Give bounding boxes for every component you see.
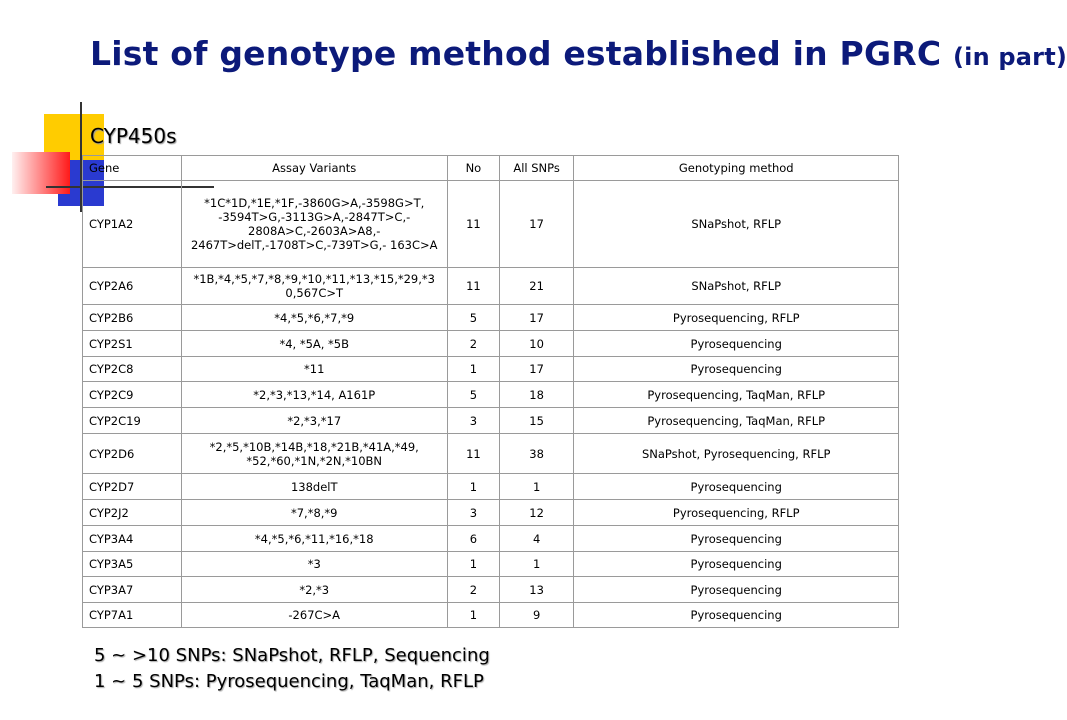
cell-all-snps: 10 — [499, 331, 574, 357]
cell-genotyping-method: Pyrosequencing — [574, 357, 899, 382]
cell-assay-variants: *2,*3,*17 — [181, 408, 447, 434]
footer-note-2: 1 ~ 5 SNPs: Pyrosequencing, TaqMan, RFLP — [94, 671, 484, 692]
cell-genotyping-method: SNaPshot, RFLP — [574, 181, 899, 268]
cell-all-snps: 1 — [499, 474, 574, 500]
section-subtitle: CYP450s — [90, 124, 177, 148]
cell-all-snps: 17 — [499, 305, 574, 331]
cell-assay-variants: *3 — [181, 552, 447, 577]
cell-gene: CYP2C8 — [83, 357, 182, 382]
cell-all-snps: 4 — [499, 526, 574, 552]
table-body — [83, 181, 899, 628]
cell-all-snps: 17 — [499, 181, 574, 268]
cell-gene: CYP2D6 — [83, 434, 182, 474]
header-all-snps: All SNPs — [499, 156, 574, 181]
cell-no: 11 — [447, 181, 499, 268]
cell-gene: CYP2C19 — [83, 408, 182, 434]
table-row — [83, 181, 899, 268]
table-row — [83, 552, 899, 577]
cell-assay-variants: -267C>A — [181, 603, 447, 628]
table-header-row — [83, 156, 899, 181]
table-row — [83, 305, 899, 331]
table-row — [83, 382, 899, 408]
cell-no: 3 — [447, 500, 499, 526]
cell-no: 1 — [447, 357, 499, 382]
table-row — [83, 408, 899, 434]
cell-gene: CYP3A4 — [83, 526, 182, 552]
cell-assay-variants: *2,*3 — [181, 577, 447, 603]
cell-no: 5 — [447, 305, 499, 331]
cell-gene: CYP2D7 — [83, 474, 182, 500]
table-row — [83, 474, 899, 500]
cell-genotyping-method: Pyrosequencing, RFLP — [574, 305, 899, 331]
cell-all-snps: 15 — [499, 408, 574, 434]
cell-gene: CYP2A6 — [83, 268, 182, 305]
cell-genotyping-method: Pyrosequencing, TaqMan, RFLP — [574, 408, 899, 434]
cell-genotyping-method: Pyrosequencing — [574, 603, 899, 628]
cell-genotyping-method: SNaPshot, RFLP — [574, 268, 899, 305]
table-row — [83, 268, 899, 305]
page-title — [90, 34, 1067, 73]
footer-note-1: 5 ~ >10 SNPs: SNaPshot, RFLP, Sequencing — [94, 645, 490, 666]
cell-all-snps: 21 — [499, 268, 574, 305]
cell-no: 1 — [447, 474, 499, 500]
cell-gene: CYP7A1 — [83, 603, 182, 628]
cell-assay-variants: *2,*5,*10B,*14B,*18,*21B,*41A,*49, *52,*60,*1N,*2N,*10BN — [181, 434, 447, 474]
cell-gene: CYP3A5 — [83, 552, 182, 577]
cell-no: 6 — [447, 526, 499, 552]
cell-assay-variants: *4,*5,*6,*7,*9 — [181, 305, 447, 331]
cell-gene: CYP1A2 — [83, 181, 182, 268]
cell-assay-variants: *2,*3,*13,*14, A161P — [181, 382, 447, 408]
table-row — [83, 331, 899, 357]
cell-gene: CYP2C9 — [83, 382, 182, 408]
header-genotyping-method: Genotyping method — [574, 156, 899, 181]
cell-genotyping-method: SNaPshot, Pyrosequencing, RFLP — [574, 434, 899, 474]
cell-all-snps: 12 — [499, 500, 574, 526]
cell-all-snps: 17 — [499, 357, 574, 382]
cell-no: 1 — [447, 552, 499, 577]
cell-genotyping-method: Pyrosequencing — [574, 552, 899, 577]
cell-no: 2 — [447, 577, 499, 603]
cell-all-snps: 13 — [499, 577, 574, 603]
header-gene: Gene — [83, 156, 182, 181]
cell-assay-variants: *1B,*4,*5,*7,*8,*9,*10,*11,*13,*15,*29,*3 0,567C>T — [181, 268, 447, 305]
cell-genotyping-method: Pyrosequencing — [574, 526, 899, 552]
header-assay-variants: Assay Variants — [181, 156, 447, 181]
table-row — [83, 357, 899, 382]
cell-assay-variants: 138delT — [181, 474, 447, 500]
cell-genotyping-method: Pyrosequencing, TaqMan, RFLP — [574, 382, 899, 408]
cell-genotyping-method: Pyrosequencing, RFLP — [574, 500, 899, 526]
table-row — [83, 434, 899, 474]
cell-no: 3 — [447, 408, 499, 434]
cell-all-snps: 1 — [499, 552, 574, 577]
header-no: No — [447, 156, 499, 181]
cell-no: 1 — [447, 603, 499, 628]
cell-genotyping-method: Pyrosequencing — [574, 331, 899, 357]
genotype-method-table — [82, 155, 899, 628]
cell-no: 11 — [447, 268, 499, 305]
cell-all-snps: 18 — [499, 382, 574, 408]
cell-all-snps: 9 — [499, 603, 574, 628]
cell-assay-variants: *4,*5,*6,*11,*16,*18 — [181, 526, 447, 552]
title-suffix: (in part) — [952, 43, 1067, 71]
table-row — [83, 526, 899, 552]
cell-assay-variants: *1C*1D,*1E,*1F,-3860G>A,-3598G>T, -3594T>G,-3113G>A,-2847T>C,- 2808A>C,-2603A>A8,- 2467T>delT,-1708T>C,-739T>G,- 163C>A — [181, 181, 447, 268]
cell-gene: CYP3A7 — [83, 577, 182, 603]
cell-gene: CYP2B6 — [83, 305, 182, 331]
table-row — [83, 577, 899, 603]
cell-assay-variants: *4, *5A, *5B — [181, 331, 447, 357]
cell-genotyping-method: Pyrosequencing — [574, 577, 899, 603]
cell-no: 2 — [447, 331, 499, 357]
table-row — [83, 500, 899, 526]
cell-gene: CYP2J2 — [83, 500, 182, 526]
cell-no: 5 — [447, 382, 499, 408]
cell-assay-variants: *11 — [181, 357, 447, 382]
cell-no: 11 — [447, 434, 499, 474]
cell-gene: CYP2S1 — [83, 331, 182, 357]
cell-assay-variants: *7,*8,*9 — [181, 500, 447, 526]
cell-genotyping-method: Pyrosequencing — [574, 474, 899, 500]
table-row — [83, 603, 899, 628]
title-main: List of genotype method established in PGRC — [90, 34, 942, 73]
cell-all-snps: 38 — [499, 434, 574, 474]
